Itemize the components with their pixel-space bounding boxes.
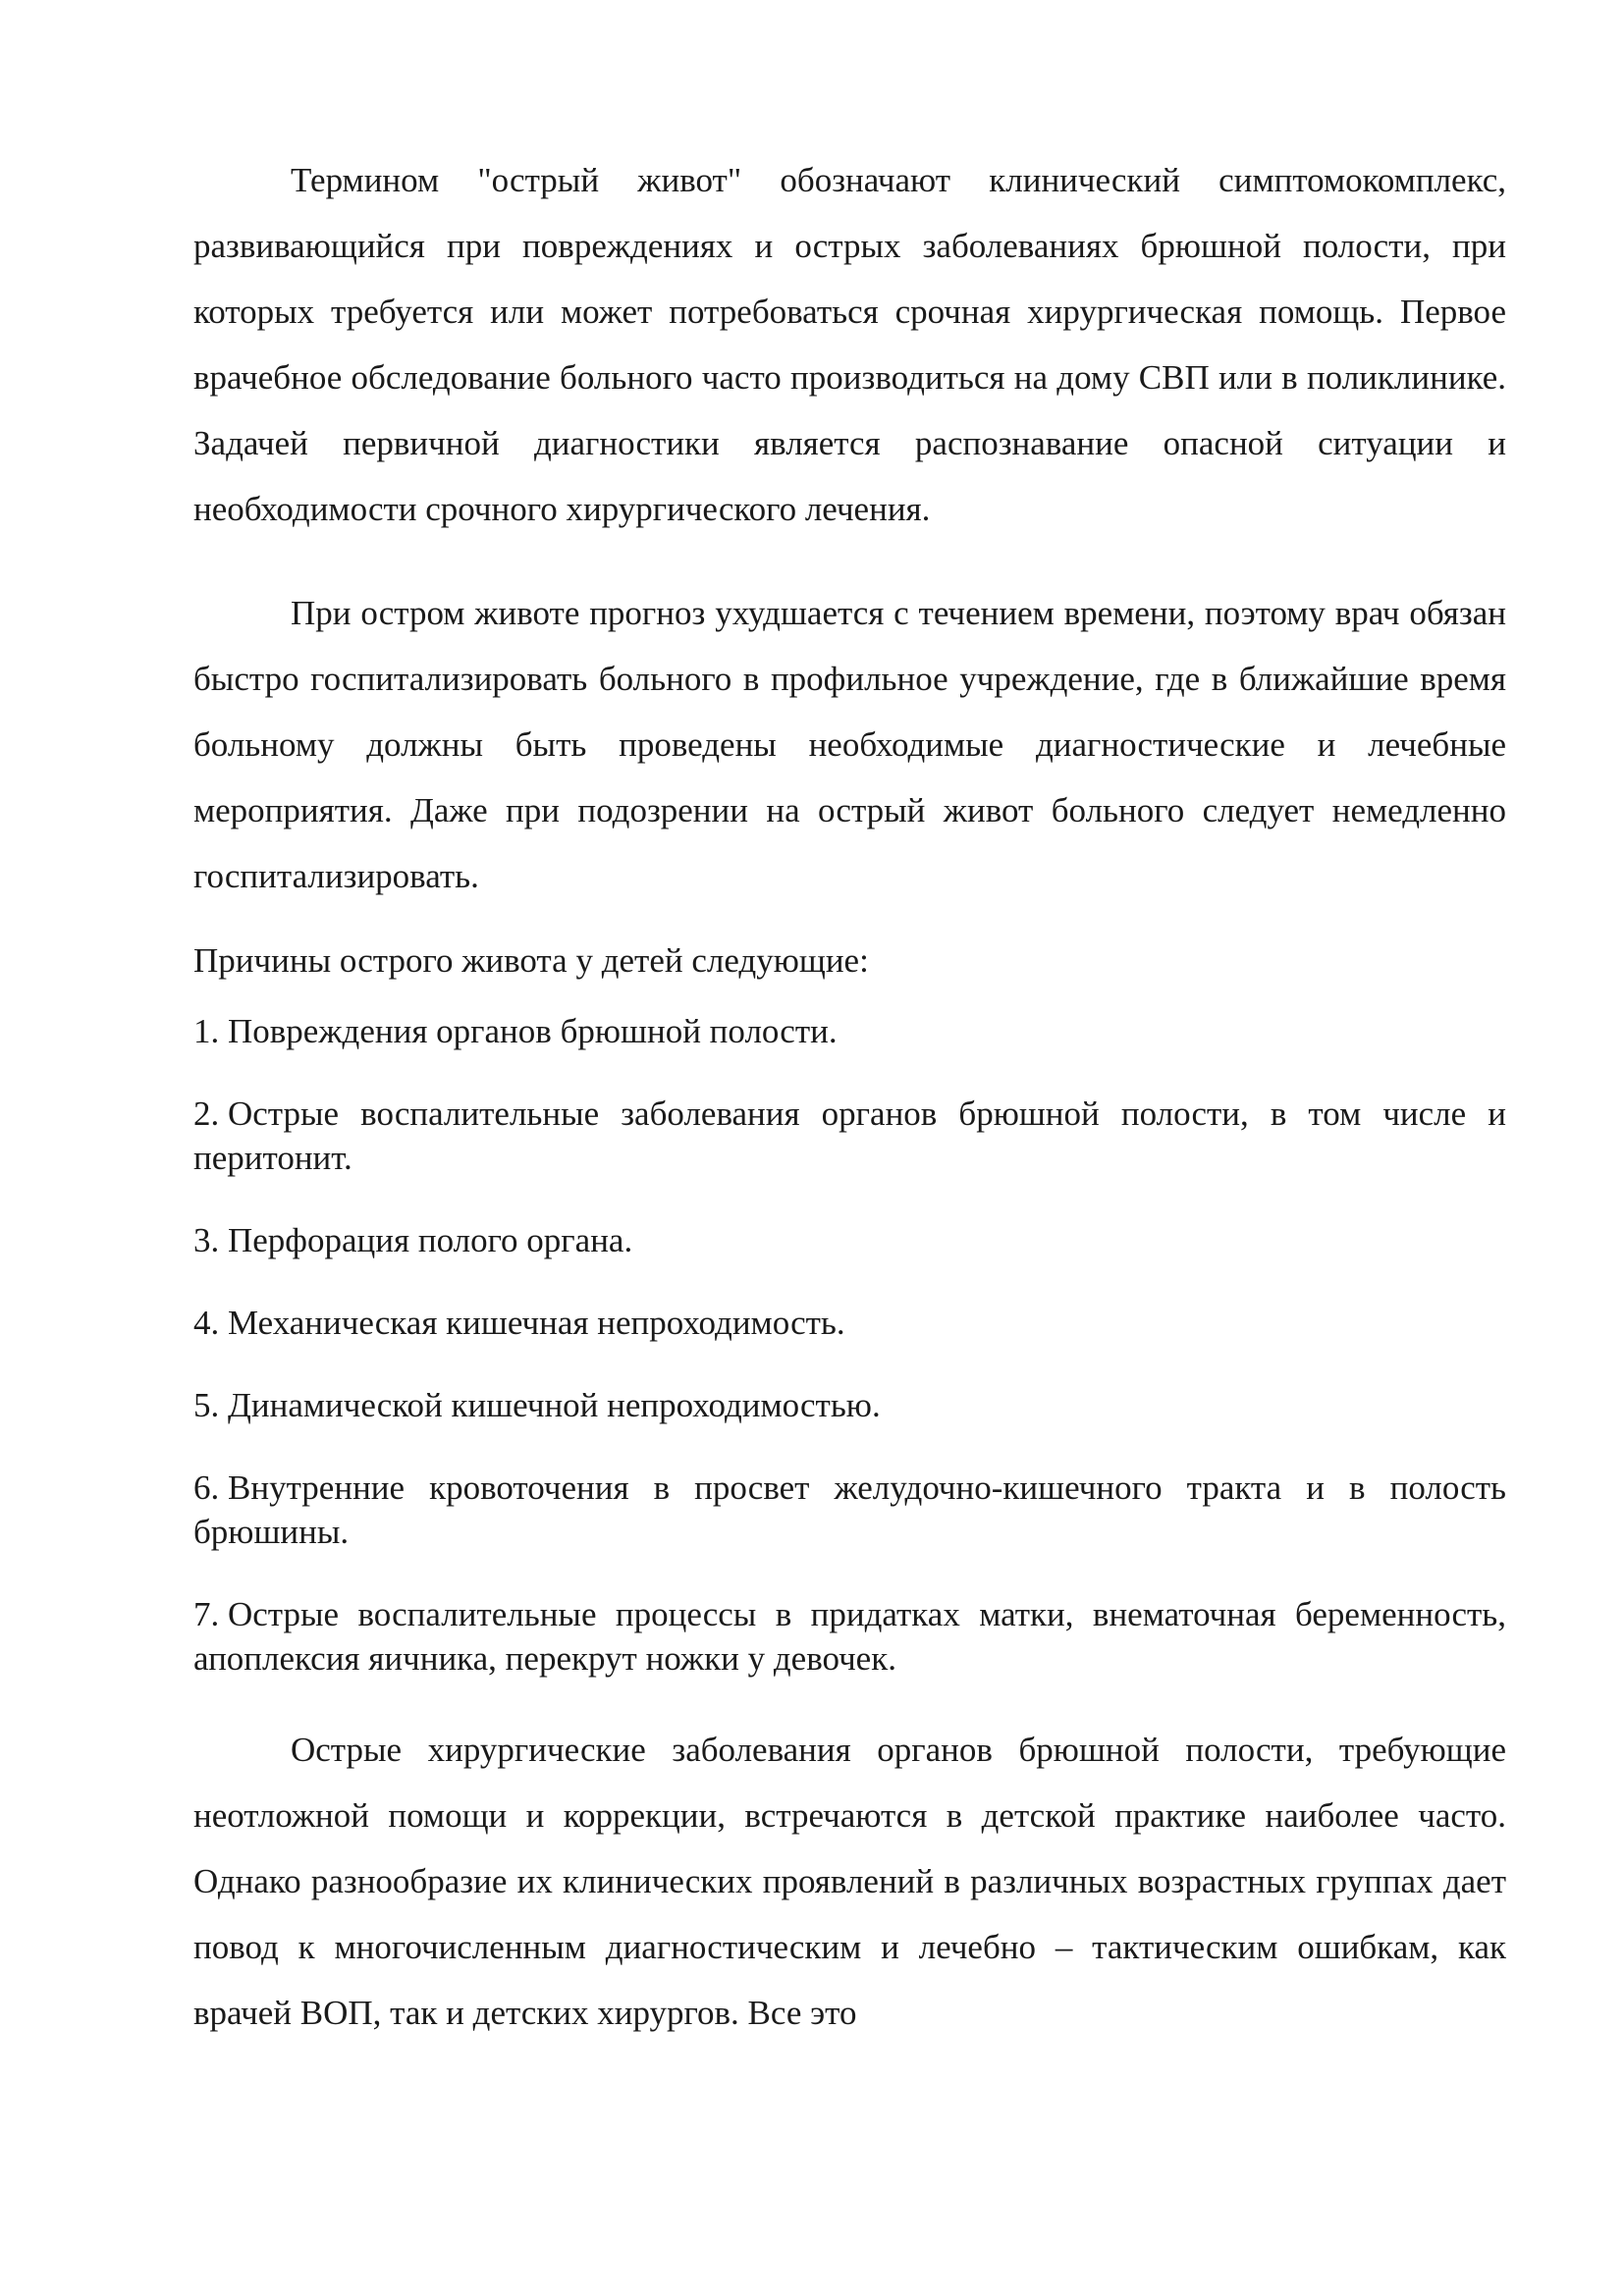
list-item (193, 1592, 1506, 1681)
list-item (193, 1009, 1506, 1053)
paragraph-closing: Острые хирургические заболевания органов брюшной полости, требующие неотложной помощи и коррекции, встречаются в детской практике наиболее часто. Однако разнообразие их клинических проявлений в различных возрастных группах дает повод к многочисленным диагностическим и лечебно – тактическим ошибкам, как врачей ВОП, так и детских хирургов. Все это (193, 1731, 1506, 2032)
paragraph-intro: Термином "острый живот" обозначают клинический симптомокомплекс, развивающийся при повреждениях и острых заболеваниях брюшной полости, при которых требуется или может потребоваться срочная хирургическая помощь. Первое врачебное обследование больного часто производиться на дому СВП или в поликлинике. Задачей первичной диагностики является распознавание опасной ситуации и необходимости срочного хирургического лечения. (193, 161, 1506, 528)
list-item-text: Острые воспалительные процессы в придатках матки, внематочная беременность, апоплексия яичника, перекрут ножки у девочек. (193, 1595, 1506, 1678)
list-item (193, 1092, 1506, 1180)
document-body (193, 147, 1506, 2046)
paragraph-prognosis: При остром животе прогноз ухудшается с течением времени, поэтому врач обязан быстро госпитализировать больного в профильное учреждение, где в ближайшие время больному должны быть проведены необходимые диагностические и лечебные мероприятия. Даже при подозрении на острый живот больного следует немедленно госпитализировать. (193, 594, 1506, 895)
list-item (193, 1466, 1506, 1554)
list-item-number: 1. (193, 1012, 220, 1050)
list-item (193, 1383, 1506, 1427)
list-item-number: 5. (193, 1386, 220, 1424)
list-item-number: 3. (193, 1221, 220, 1259)
list-item-text: Перфорация полого органа. (228, 1221, 633, 1259)
list-item-number: 7. (193, 1595, 220, 1633)
causes-heading: Причины острого живота у детей следующие: (193, 941, 869, 980)
list-item-number: 6. (193, 1468, 220, 1507)
list-item-text: Динамической кишечной непроходимостью. (228, 1386, 881, 1424)
list-item (193, 1301, 1506, 1345)
causes-list (193, 1009, 1506, 1681)
list-item-text: Внутренние кровоточения в просвет желудочно-кишечного тракта и в полость брюшины. (193, 1468, 1506, 1551)
list-item-text: Механическая кишечная непроходимость. (228, 1304, 845, 1342)
list-item-text: Острые воспалительные заболевания органов брюшной полости, в том числе и перитонит. (193, 1095, 1506, 1177)
list-item (193, 1218, 1506, 1262)
list-item-text: Повреждения органов брюшной полости. (228, 1012, 838, 1050)
list-item-number: 4. (193, 1304, 220, 1342)
list-item-number: 2. (193, 1095, 220, 1133)
